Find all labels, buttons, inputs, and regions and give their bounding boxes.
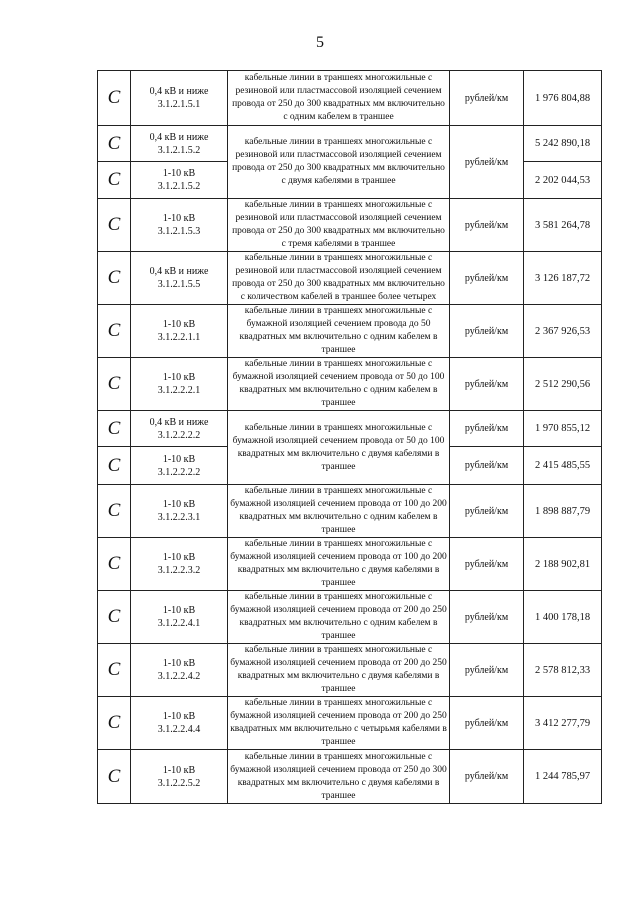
item-code: 3.1.2.2.4.2 <box>157 671 201 682</box>
unit: рублей/км <box>450 252 524 305</box>
category-letter: C <box>98 358 131 411</box>
item-code: 3.1.2.1.5.2 <box>157 181 201 192</box>
item-code: 3.1.2.2.3.2 <box>157 565 201 576</box>
unit: рублей/км <box>450 485 524 538</box>
description: кабельные линии в траншеях многожильные с бумажной изоляцией сечением провода от 50 до 100 квадратных мм включительно с одним кабелем в траншее <box>228 358 450 411</box>
item-code: 3.1.2.2.2.1 <box>157 385 201 396</box>
unit: рублей/км <box>450 71 524 126</box>
item-code: 3.1.2.1.5.5 <box>157 279 201 290</box>
category-letter: C <box>98 644 131 697</box>
description: кабельные линии в траншеях многожильные с бумажной изоляцией сечением провода до 50 квадратных мм включительно с одним кабелем в траншее <box>228 305 450 358</box>
voltage-code-cell <box>131 697 228 750</box>
table-row <box>98 485 602 538</box>
category-letter: C <box>98 447 131 485</box>
voltage-label: 1-10 кВ <box>162 168 196 179</box>
item-code: 3.1.2.1.5.1 <box>157 99 201 110</box>
table-row <box>98 126 602 162</box>
voltage-label: 1-10 кВ <box>162 453 196 465</box>
table-row <box>98 750 602 804</box>
table-row <box>98 358 602 411</box>
item-code: 3.1.2.1.5.2 <box>157 144 201 156</box>
price: 3 126 187,72 <box>524 252 602 305</box>
unit: рублей/км <box>450 538 524 591</box>
category-letter: C <box>98 305 131 358</box>
voltage-label: 0,4 кВ и ниже <box>149 131 209 143</box>
table-row <box>98 199 602 252</box>
voltage-code-cell <box>131 252 228 305</box>
voltage-label: 0,4 кВ и ниже <box>149 416 209 428</box>
table-row <box>98 591 602 644</box>
price: 3 581 264,78 <box>524 199 602 252</box>
table-row <box>98 71 602 126</box>
voltage-label: 1-10 кВ <box>162 552 196 563</box>
category-letter: C <box>98 162 131 199</box>
voltage-code-cell <box>131 358 228 411</box>
price: 1 400 178,18 <box>524 591 602 644</box>
voltage-label: 1-10 кВ <box>162 499 196 510</box>
unit: рублей/км <box>450 199 524 252</box>
table-row <box>98 538 602 591</box>
voltage-code-cell <box>131 591 228 644</box>
voltage-label: 0,4 кВ и ниже <box>149 266 209 277</box>
voltage-code-cell <box>131 750 228 804</box>
price: 1 244 785,97 <box>524 750 602 804</box>
price: 1 970 855,12 <box>524 411 602 447</box>
unit: рублей/км <box>450 644 524 697</box>
price: 2 578 812,33 <box>524 644 602 697</box>
price: 1 898 887,79 <box>524 485 602 538</box>
unit: рублей/км <box>450 697 524 750</box>
description: кабельные линии в траншеях многожильные с резиновой или пластмассовой изоляцией сечением провода от 250 до 300 квадратных мм включительно с тремя кабелями в траншее <box>228 199 450 252</box>
unit: рублей/км <box>450 750 524 804</box>
category-letter: C <box>98 252 131 305</box>
description: кабельные линии в траншеях многожильные с бумажной изоляцией сечением провода от 200 до 250 квадратных мм включительно с двумя кабелями в траншее <box>228 644 450 697</box>
voltage-label: 1-10 кВ <box>162 605 196 616</box>
page-number: 5 <box>316 34 324 51</box>
category-letter: C <box>98 411 131 447</box>
description: кабельные линии в траншеях многожильные с резиновой или пластмассовой изоляцией сечением провода от 250 до 300 квадратных мм включительно с одним кабелем в траншее <box>228 71 450 126</box>
category-letter: C <box>98 591 131 644</box>
price: 2 415 485,55 <box>524 447 602 485</box>
unit: рублей/км <box>450 358 524 411</box>
category-letter: C <box>98 71 131 126</box>
category-letter: C <box>98 538 131 591</box>
voltage-label: 1-10 кВ <box>162 319 196 330</box>
description: кабельные линии в траншеях многожильные с бумажной изоляцией сечением провода от 200 до 250 квадратных мм включительно с одним кабелем в траншее <box>228 591 450 644</box>
voltage-code-cell <box>131 305 228 358</box>
item-code: 3.1.2.2.4.4 <box>157 724 201 735</box>
category-letter: C <box>98 485 131 538</box>
table-row <box>98 305 602 358</box>
item-code: 3.1.2.2.2.2 <box>157 429 201 441</box>
description: кабельные линии в траншеях многожильные с бумажной изоляцией сечением провода от 100 до 200 квадратных мм включительно с одним кабелем в траншее <box>228 485 450 538</box>
voltage-code-cell <box>131 199 228 252</box>
item-code: 3.1.2.2.4.1 <box>157 618 201 629</box>
category-letter: C <box>98 750 131 804</box>
category-letter: C <box>98 126 131 162</box>
table-row <box>98 252 602 305</box>
voltage-code-cell <box>131 411 228 447</box>
voltage-code-cell <box>131 71 228 126</box>
description: кабельные линии в траншеях многожильные с бумажной изоляцией сечением провода от 100 до 200 квадратных мм включительно с двумя кабелями в траншее <box>228 538 450 591</box>
item-code: 3.1.2.2.1.1 <box>157 332 201 343</box>
voltage-code-cell <box>131 447 228 485</box>
table-row <box>98 697 602 750</box>
unit: рублей/км <box>450 591 524 644</box>
unit: рублей/км <box>450 447 524 485</box>
tariff-table <box>97 70 602 804</box>
voltage-label: 1-10 кВ <box>162 213 196 224</box>
item-code: 3.1.2.2.3.1 <box>157 512 201 523</box>
description: кабельные линии в траншеях многожильные с бумажной изоляцией сечением провода от 250 до 300 квадратных мм включительно с двумя кабелями в траншее <box>228 750 450 804</box>
item-code: 3.1.2.2.5.2 <box>157 777 201 789</box>
price: 2 512 290,56 <box>524 358 602 411</box>
voltage-label: 0,4 кВ и ниже <box>149 86 209 97</box>
category-letter: C <box>98 697 131 750</box>
price: 2 202 044,53 <box>524 162 602 199</box>
item-code: 3.1.2.1.5.3 <box>157 226 201 237</box>
voltage-code-cell <box>131 126 228 162</box>
table-row <box>98 644 602 697</box>
voltage-label: 1-10 кВ <box>162 711 196 722</box>
description: кабельные линии в траншеях многожильные с резиновой или пластмассовой изоляцией сечением провода от 250 до 300 квадратных мм включительно с двумя кабелями в траншее <box>228 126 450 199</box>
voltage-code-cell <box>131 538 228 591</box>
price: 2 367 926,53 <box>524 305 602 358</box>
unit: рублей/км <box>450 126 524 199</box>
description: кабельные линии в траншеях многожильные с бумажной изоляцией сечением провода от 200 до 250 квадратных мм включительно с четырьмя кабелями в траншее <box>228 697 450 750</box>
category-letter: C <box>98 199 131 252</box>
unit: рублей/км <box>450 305 524 358</box>
description: кабельные линии в траншеях многожильные с бумажной изоляцией сечением провода от 50 до 100 квадратных мм включительно с двумя кабелями в траншее <box>228 411 450 485</box>
price: 1 976 804,88 <box>524 71 602 126</box>
description: кабельные линии в траншеях многожильные с резиновой или пластмассовой изоляцией сечением провода от 250 до 300 квадратных мм включительно с количеством кабелей в траншее более четырех <box>228 252 450 305</box>
price: 3 412 277,79 <box>524 697 602 750</box>
item-code: 3.1.2.2.2.2 <box>157 466 201 478</box>
voltage-code-cell <box>131 162 228 199</box>
price: 2 188 902,81 <box>524 538 602 591</box>
price: 5 242 890,18 <box>524 126 602 162</box>
voltage-label: 1-10 кВ <box>162 764 196 776</box>
table-row <box>98 411 602 447</box>
voltage-label: 1-10 кВ <box>162 372 196 383</box>
voltage-code-cell <box>131 644 228 697</box>
voltage-code-cell <box>131 485 228 538</box>
voltage-label: 1-10 кВ <box>162 658 196 669</box>
unit: рублей/км <box>450 411 524 447</box>
